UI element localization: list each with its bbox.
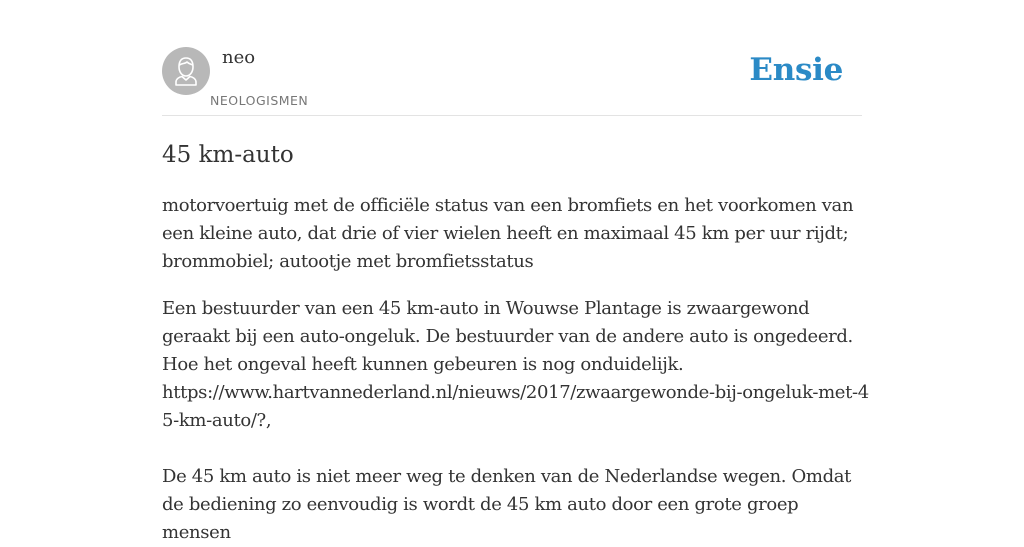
username[interactable]: neo bbox=[222, 47, 256, 68]
entry-definition: motorvoertuig met de officiële status van een bromfiets en het voorkomen van een kleine auto, dat drie of vier wielen heeft en maximaal 45 km per uur rijdt; brommobiel; autootje met bromfietsstatus bbox=[162, 195, 854, 272]
example-quote-text: Een bestuurder van een 45 km-auto in Wouwse Plantage is zwaargewond geraakt bij een auto-ongeluk. De bestuurder van de andere auto is ongedeerd. Hoe het ongeval heeft kunnen gebeuren is nog onduidelijk. bbox=[162, 298, 853, 375]
brand-logo[interactable]: Ensie bbox=[749, 52, 843, 88]
entry-content bbox=[162, 192, 872, 547]
header-divider bbox=[162, 115, 862, 116]
example-quote bbox=[162, 295, 872, 435]
example-spacer bbox=[162, 435, 872, 463]
category-label[interactable]: NEOLOGISMEN bbox=[210, 93, 309, 108]
user-avatar-icon bbox=[162, 47, 210, 95]
example-quote-2: De 45 km auto is niet meer weg te denken van de Nederlandse wegen. Omdat de bediening zo eenvoudig is wordt de 45 km auto door een grote groep mensen bbox=[162, 466, 852, 543]
avatar[interactable] bbox=[162, 47, 210, 95]
example-source-link[interactable]: https://www.hartvannederland.nl/nieuws/2017/zwaargewonde-bij-ongeluk-met-45-km-auto/?, bbox=[162, 382, 869, 431]
entry-title: 45 km-auto bbox=[162, 142, 294, 168]
